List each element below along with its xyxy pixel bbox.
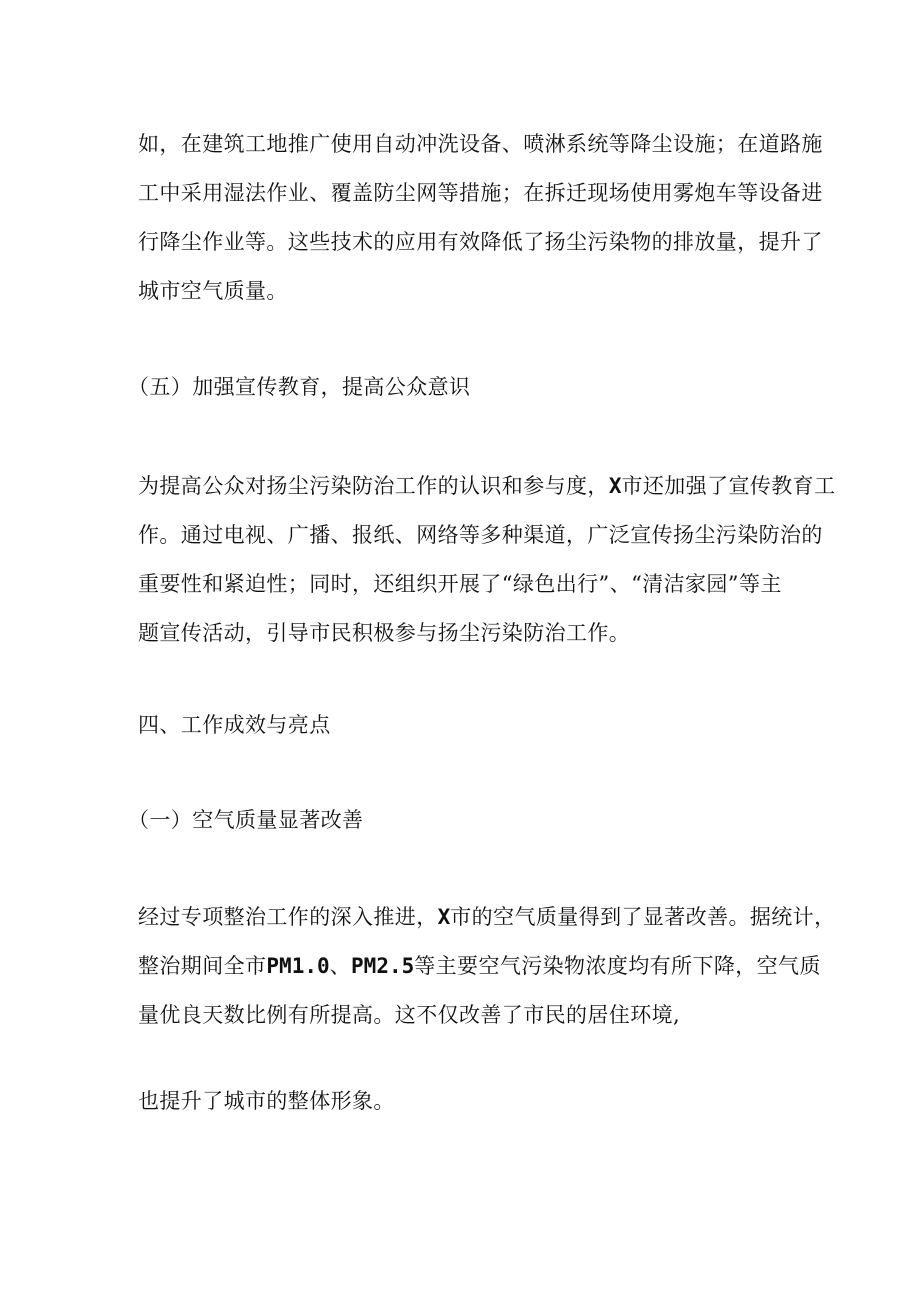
text-line: 城市空气质量。 [138, 279, 288, 303]
paragraph-publicity-education [138, 462, 836, 658]
paragraph-continuation: 也提升了城市的整体形象。 [138, 1089, 395, 1113]
paragraph-air-quality-improvement [138, 893, 836, 1040]
text-line [138, 942, 821, 991]
text-line: 重要性和紧迫性；同时，还组织开展了“绿色出行”、“清洁家园”等主 [138, 572, 782, 596]
text-line: 作。通过电视、广播、报纸、网络等多种渠道，广泛宣传扬尘污染防治的 [138, 523, 823, 547]
city-name-x: X [437, 905, 451, 929]
text-segment: 经过专项整治工作的深入推进， [138, 905, 438, 929]
pollutant-pm10: PM1.0 [266, 954, 330, 978]
text-line [138, 462, 836, 511]
text-line: 题宣传活动，引导市民积极参与扬尘污染防治工作。 [138, 621, 631, 645]
text-line: 工中采用湿法作业、覆盖防尘网等措施；在拆迁现场使用雾炮车等设备进 [138, 181, 823, 205]
text-line [138, 893, 836, 942]
section-heading-publicity: （五）加强宣传教育，提高公众意识 [128, 375, 471, 399]
text-segment: 市还加强了宣传教育工 [621, 474, 836, 498]
text-line: 量优良天数比例有所提高。这不仅改善了市民的居住环境, [138, 1003, 681, 1027]
text-line: 如，在建筑工地推广使用自动冲洗设备、喷淋系统等降尘设施；在道路施 [138, 132, 823, 156]
text-segment: 等主要空气污染物浓度均有所下降，空气质 [414, 954, 821, 978]
pollutant-pm25: PM2.5 [351, 954, 415, 978]
text-segment: 整治期间全市 [138, 954, 267, 978]
text-segment: 市的空气质量得到了显著改善。据统计， [450, 905, 836, 929]
text-segment: 为提高公众对扬尘污染防治工作的认识和参与度， [138, 474, 609, 498]
section-heading-air-quality: （一）空气质量显著改善 [128, 808, 364, 832]
text-line: 行降尘作业等。这些技术的应用有效降低了扬尘污染物的排放量，提升了 [138, 230, 823, 254]
paragraph-dust-control-technology [138, 120, 823, 316]
text-segment: 、 [329, 954, 352, 978]
city-name-x: X [608, 474, 622, 498]
chapter-heading-results: 四、工作成效与亮点 [138, 713, 331, 737]
